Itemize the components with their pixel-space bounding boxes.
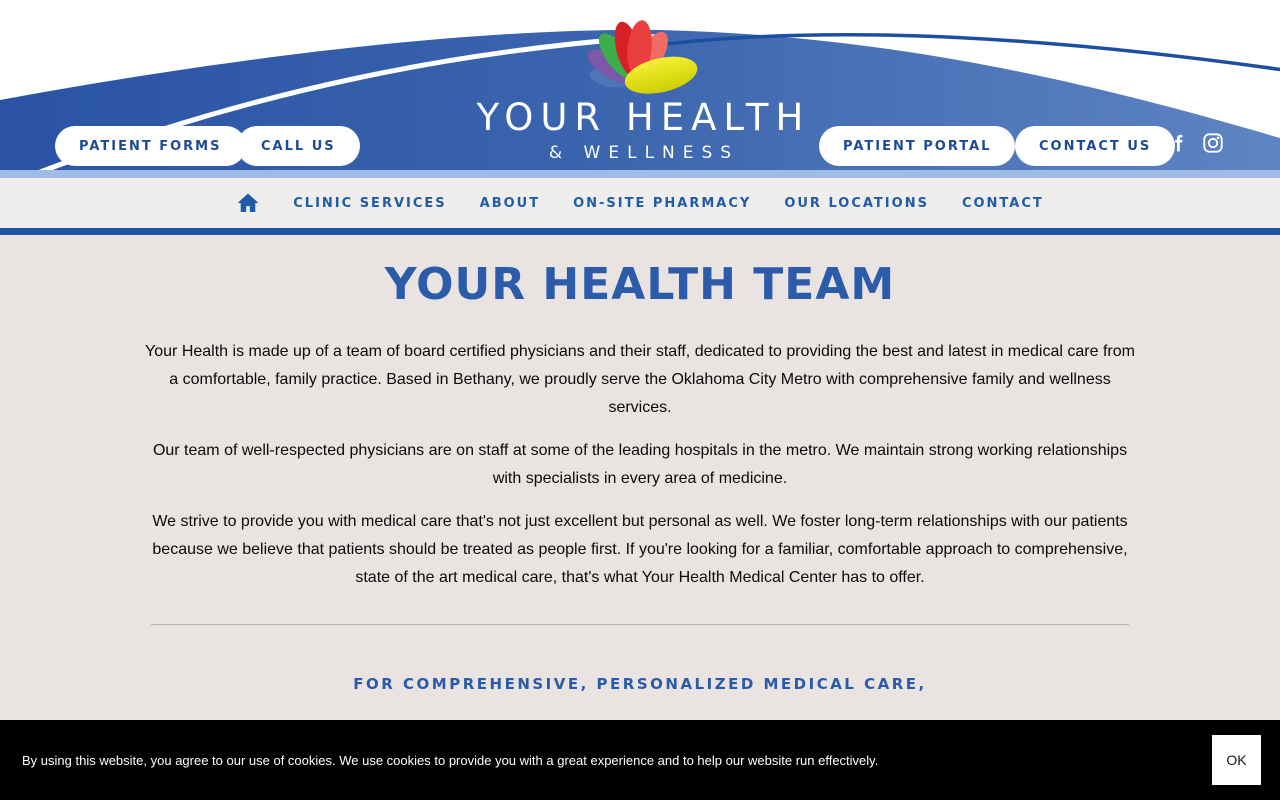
paragraph: Your Health is made up of a team of board certified physicians and their staff, dedicated to providing the best and latest in medical care from a comfortable, family practice. Based in Bethany, we proudly serve the Oklahoma City Metro with comprehensive family and wellness services.	[145, 343, 1135, 417]
nav-item-clinic-services[interactable]: CLINIC SERVICES	[293, 195, 447, 211]
logo-title: YOUR HEALTH	[476, 96, 811, 139]
nav-item-on-site-pharmacy[interactable]: ON-SITE PHARMACY	[573, 195, 752, 211]
intro-copy	[145, 338, 1135, 592]
patient-portal-button[interactable]: PATIENT PORTAL	[819, 126, 1015, 166]
logo-flower-icon	[570, 10, 710, 102]
cookie-ok-button[interactable]: OK	[1212, 735, 1261, 785]
cookie-banner	[0, 720, 1280, 800]
site-header	[0, 0, 1280, 178]
nav-item-about[interactable]: ABOUT	[479, 195, 541, 211]
main-content	[0, 235, 1280, 720]
page-title: YOUR HEALTH TEAM	[384, 259, 896, 310]
logo-subtitle: & WELLNESS	[548, 143, 740, 163]
sub-heading: FOR COMPREHENSIVE, PERSONALIZED MEDICAL CARE,	[353, 675, 927, 694]
nav-item-contact[interactable]: CONTACT	[961, 195, 1044, 211]
section-divider	[151, 624, 1129, 625]
facebook-icon[interactable]	[1170, 132, 1190, 154]
call-us-button[interactable]: CALL US	[237, 126, 360, 166]
nav-home-button[interactable]	[236, 191, 260, 215]
patient-forms-button[interactable]: PATIENT FORMS	[55, 126, 246, 166]
instagram-icon[interactable]	[1202, 132, 1224, 154]
home-icon	[236, 191, 260, 215]
main-nav	[0, 178, 1280, 235]
paragraph: Our team of well-respected physicians are on staff at some of the leading hospitals in the metro. We maintain strong working relationships with specialists in every area of medicine.	[152, 442, 1128, 488]
social-links	[1170, 132, 1224, 154]
nav-item-our-locations[interactable]: OUR LOCATIONS	[784, 195, 929, 211]
paragraph: We strive to provide you with medical care that's not just excellent but personal as well. We foster long-term relationships with our patients because we believe that patients should be treated as people first. If you're looking for a familiar, comfortable approach to comprehensive, state of the art medical care, that's what Your Health Medical Center has to offer.	[152, 513, 1128, 587]
cookie-message: By using this website, you agree to our use of cookies. We use cookies to provide you with a great experience and to help our website run effectively.	[22, 752, 879, 768]
contact-us-button[interactable]: CONTACT US	[1015, 126, 1175, 166]
